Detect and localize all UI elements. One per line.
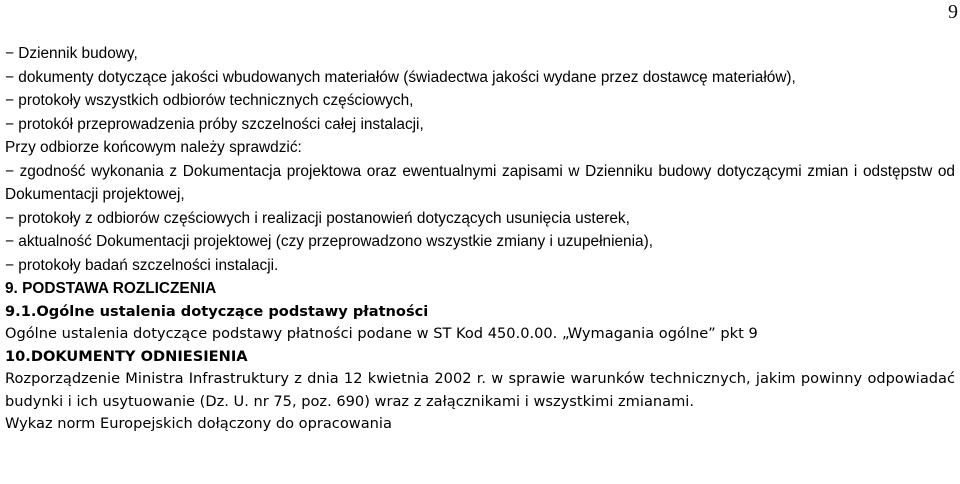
doc-line: − dokumenty dotyczące jakości wbudowanych materiałów (świadectwa jakości wydane przez dostawcę materiałów),: [5, 68, 796, 86]
doc-line: − zgodność wykonania z Dokumentacja projektowa oraz ewentualnymi zapisami w Dzienniku budowy dotyczącymi zmian i odstępstw od Dokumentacji projektowej,: [5, 162, 955, 203]
subsection-heading: 9.1.Ogólne ustalenia dotyczące podstawy płatności: [5, 302, 429, 320]
doc-line: Rozporządzenie Ministra Infrastruktury z dnia 12 kwietnia 2002 r. w sprawie warunków technicznych, jakim powinny odpowiadać budynki i ich usytuowanie (Dz. U. nr 75, poz. 690) wraz z załącznikami i wszystkimi zmianami.: [5, 370, 955, 410]
section-heading: 10.DOKUMENTY ODNIESIENIA: [5, 347, 248, 365]
doc-line: Przy odbiorze końcowym należy sprawdzić:: [5, 139, 302, 156]
doc-line: − Dziennik budowy,: [5, 45, 138, 62]
doc-line: Wykaz norm Europejskich dołączony do opracowania: [5, 415, 392, 433]
doc-line: − aktualność Dokumentacji projektowej (czy przeprowadzono wszystkie zmiany i uzupełnienia),: [5, 233, 653, 250]
section-heading: 9. PODSTAWA ROZLICZENIA: [5, 280, 217, 297]
page-number: 9: [948, 1, 958, 23]
doc-line: − protokół przeprowadzenia próby szczelności całej instalacji,: [5, 115, 424, 133]
document-body: [5, 42, 955, 436]
doc-line: − protokoły z odbiorów częściowych i realizacji postanowień dotyczących usunięcia usterek,: [5, 209, 630, 227]
doc-line: − protokoły wszystkich odbiorów technicznych częściowych,: [5, 92, 414, 109]
doc-line: − protokoły badań szczelności instalacji.: [5, 256, 279, 274]
doc-line: Ogólne ustalenia dotyczące podstawy płatności podane w ST Kod 450.0.00. „Wymagania ogólne” pkt 9: [5, 325, 758, 343]
